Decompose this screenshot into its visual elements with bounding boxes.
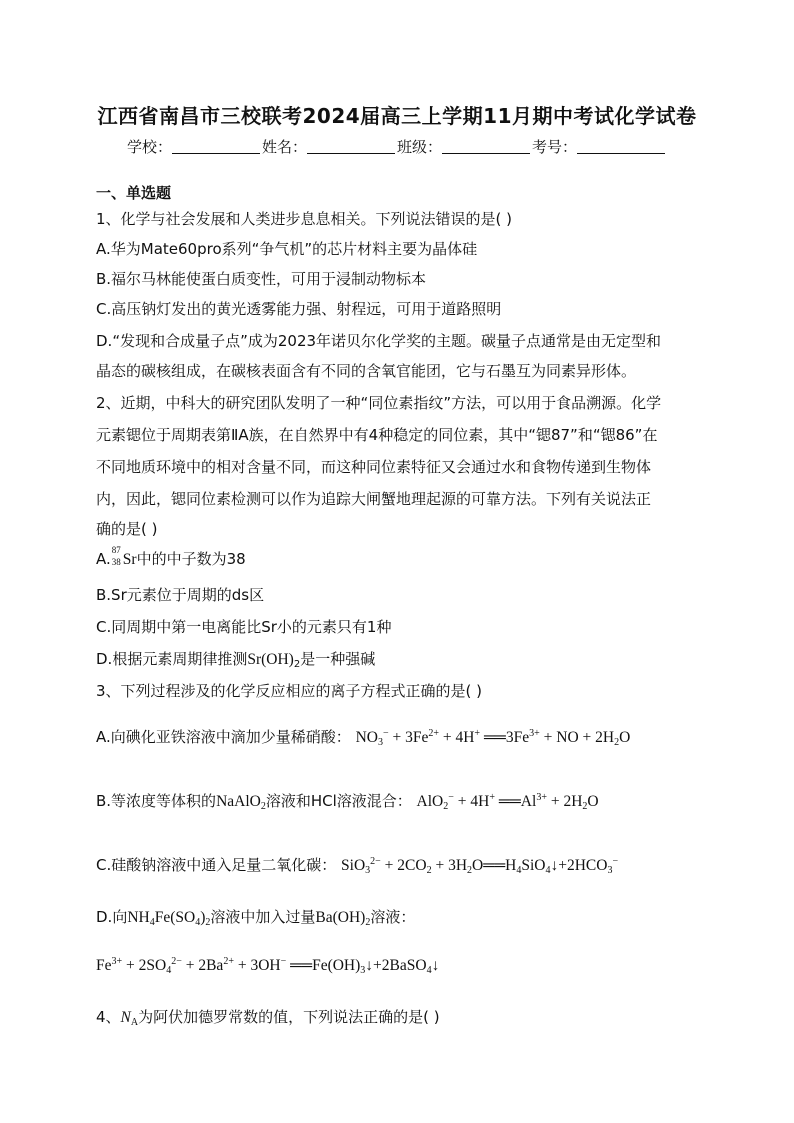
school-blank[interactable] xyxy=(172,139,260,154)
avogadro-subscript: A xyxy=(130,1017,139,1028)
q3-c-text: C.硅酸钠溶液中通入足量二氧化碳： xyxy=(96,856,337,874)
q1-option-c: C.高压钠灯发出的黄光透雾能力强、射程远，可用于道路照明 xyxy=(96,300,502,318)
nuclide-symbol xyxy=(111,545,123,567)
equation-a: $NO_3^- + 3Fe^{2+} + 4H^+$ $══3Fe^{3+}$ + NO + $2H_2O$ xyxy=(355,728,631,748)
formula: Sr(OH) xyxy=(247,651,294,668)
q2-option-b: B.Sr元素位于周期的ds区 xyxy=(96,586,265,604)
q3-option-d-equation xyxy=(96,956,439,976)
q4-number: 4、 xyxy=(96,1008,121,1026)
q3-stem: 3、下列过程涉及的化学反应相应的离子方程式正确的是( ) xyxy=(96,682,483,700)
q4-stem-text: 为阿伏加德罗常数的值，下列说法正确的是( ) xyxy=(138,1008,440,1026)
element-symbol: Sr xyxy=(122,551,137,568)
equation-b: AlO$_2$− + 4H+ $══Al^{3+} + 2H_2O$ xyxy=(416,792,599,812)
number-blank[interactable] xyxy=(577,139,665,154)
page-title: 江西省南昌市三校联考2024届高三上学期11月期中考试化学试卷 xyxy=(97,104,697,128)
name-label: 姓名： xyxy=(261,138,307,156)
q3-option-b: B.等浓度等体积的NaAlO$_2$溶液和HCl溶液混合： AlO$_2$− + 4H+ $══Al^{3+} + 2H_2O$ xyxy=(96,792,599,812)
q3-d-text2: 溶液中加入过量 xyxy=(210,908,316,926)
q2-stem-line3: 不同地质环境中的相对含量不同，而这种同位素特征又会通过水和食物传递到生物体 xyxy=(96,458,652,476)
q1-option-b: B.福尔马林能使蛋白质变性，可用于浸制动物标本 xyxy=(96,270,427,288)
atomic-number: 38 xyxy=(111,557,121,567)
q1-option-d-line1: D.“发现和合成量子点”成为2023年诺贝尔化学奖的主题。碳量子点通常是由无定型和 xyxy=(96,332,662,350)
formula-subscript: 2 xyxy=(293,659,301,670)
q2-stem-line1: 2、近期，中科大的研究团队发明了一种“同位素指纹”方法，可以用于食品溯源。化学 xyxy=(96,394,662,412)
q1-option-d-line2: 晶态的碳核组成，在碳核表面含有不同的含氧官能团，它与石墨互为同素异形体。 xyxy=(96,362,637,380)
name-blank[interactable] xyxy=(307,139,395,154)
mass-number: 87 xyxy=(111,545,121,555)
q3-option-c xyxy=(96,854,618,876)
q3-d-text1: D.向 xyxy=(96,908,128,926)
q2-a-text: 中的中子数为38 xyxy=(136,550,246,568)
q2-d-text-post: 是一种强碱 xyxy=(300,650,376,668)
q2-a-label: A. xyxy=(96,550,111,568)
q3-option-a xyxy=(96,726,630,748)
formula: Ba(OH) xyxy=(315,909,366,926)
class-blank[interactable] xyxy=(442,139,530,154)
q3-option-d: D.向$NH_4Fe(SO_4)_2$溶液中加入过量$Ba(OH)_2$溶液： xyxy=(96,908,416,928)
q2-d-text-pre: D.根据元素周期律推测 xyxy=(96,650,248,668)
section-heading: 一、单选题 xyxy=(96,184,172,202)
formula: NH xyxy=(127,909,150,926)
class-label: 班级： xyxy=(397,138,443,156)
formula: NaAlO xyxy=(216,793,261,810)
q4-stem xyxy=(96,1006,440,1028)
number-label: 考号： xyxy=(532,138,578,156)
equation-d: $Fe^{3+} + 2SO_4^{2-} + 2Ba^{2+} + 3OH^-$ $══Fe(OH)_3↓+2BaSO_4↓$ xyxy=(96,956,440,976)
q3-d-text3: 溶液： xyxy=(370,908,416,926)
formula: Fe(SO xyxy=(154,909,196,926)
student-info-line xyxy=(0,136,794,157)
school-label: 学校： xyxy=(126,138,172,156)
q2-option-d xyxy=(96,648,375,670)
q2-stem-line4: 内，因此，锶同位素检测可以作为追踪大闸蟹地理起源的可靠方法。下列有关说法正 xyxy=(96,490,652,508)
q1-option-a: A.华为Mate60pro系列“争气机”的芯片材料主要为晶体硅 xyxy=(96,240,478,258)
q3-a-text: A.向碘化亚铁溶液中滴加少量稀硝酸： xyxy=(96,728,351,746)
equation-c: $SiO_3^{2-} + 2CO_2$ + $3H_2O══H_4SiO_4↓+2HCO_3^-$ xyxy=(341,856,619,876)
formula: ) xyxy=(200,909,206,926)
q3-b-text2: 溶液和HCl溶液混合： xyxy=(265,792,412,810)
q2-option-c: C.同周期中第一电离能比Sr小的元素只有1种 xyxy=(96,618,392,636)
q3-b-text1: B.等浓度等体积的 xyxy=(96,792,217,810)
q2-stem-line2: 元素锶位于周期表第ⅡA族，在自然界中有4种稳定的同位素，其中“锶87”和“锶86”在 xyxy=(96,426,658,444)
q2-option-a xyxy=(96,545,246,569)
q1-stem: 1、化学与社会发展和人类进步息息相关。下列说法错误的是( ) xyxy=(96,210,513,228)
avogadro-symbol: N xyxy=(120,1009,131,1026)
q2-stem-line5: 确的是( ) xyxy=(96,520,158,538)
